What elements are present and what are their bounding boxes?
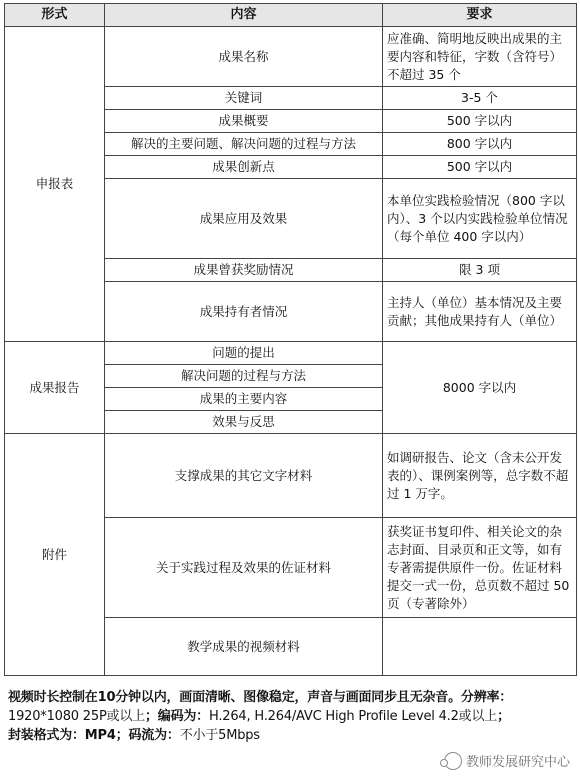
header-content: 内容 <box>105 4 383 27</box>
note-line-2 <box>8 707 574 726</box>
content-cell: 成果创新点 <box>105 156 383 179</box>
form-cell-attachments: 附件 <box>5 434 105 676</box>
content-cell: 支撑成果的其它文字材料 <box>105 434 383 518</box>
requirement-cell: 获奖证书复印件、相关论文的杂志封面、目录页和正文等，如有专著需提供原件一份。佐证材料提交一式一份，总页数不超过 50 页（专著除外） <box>383 518 577 618</box>
note-separator: ； <box>497 709 510 724</box>
requirement-cell: 应准确、简明地反映出成果的主要内容和特征，字数（含符号）不超过 35 个 <box>383 27 577 87</box>
content-cell: 成果持有者情况 <box>105 282 383 342</box>
content-cell: 关键词 <box>105 87 383 110</box>
requirement-cell <box>383 618 577 676</box>
wechat-icon <box>444 752 462 770</box>
note-line-1: 视频时长控制在10分钟以内，画面清晰、图像稳定，声音与画面同步且无杂音。分辨率： <box>8 690 513 705</box>
bitrate-value: 不小于5Mbps <box>179 728 260 743</box>
content-cell: 解决问题的过程与方法 <box>105 365 383 388</box>
requirement-cell: 3-5 个 <box>383 87 577 110</box>
content-cell: 问题的提出 <box>105 342 383 365</box>
content-cell: 关于实践过程及效果的佐证材料 <box>105 518 383 618</box>
requirement-cell: 800 字以内 <box>383 133 577 156</box>
form-cell-application: 申报表 <box>5 27 105 342</box>
resolution-value: 1920*1080 25P或以上 <box>8 709 145 724</box>
table-row <box>5 434 577 518</box>
table-row <box>5 27 577 87</box>
header-row <box>5 4 577 27</box>
requirement-cell: 500 字以内 <box>383 110 577 133</box>
header-requirement: 要求 <box>383 4 577 27</box>
content-cell: 成果概要 <box>105 110 383 133</box>
form-cell-report: 成果报告 <box>5 342 105 434</box>
requirement-cell-shared: 8000 字以内 <box>383 342 577 434</box>
content-cell: 教学成果的视频材料 <box>105 618 383 676</box>
watermark-text: 教师发展研究中心 <box>465 755 570 770</box>
content-cell: 效果与反思 <box>105 411 383 434</box>
requirement-cell: 如调研报告、论文（含未公开发表的）、课例案例等，总字数不超过 1 万字。 <box>383 434 577 518</box>
encoding-value: H.264, H.264/AVC High Profile Level 4.2或以上 <box>209 709 498 724</box>
content-cell: 成果应用及效果 <box>105 179 383 259</box>
encoding-label: ；编码为： <box>144 709 209 724</box>
requirement-cell: 主持人（单位）基本情况及主要贡献；其他成果持有人（单位） <box>383 282 577 342</box>
watermark <box>444 751 570 770</box>
content-cell: 成果曾获奖励情况 <box>105 259 383 282</box>
requirement-cell: 500 字以内 <box>383 156 577 179</box>
format-label: 封装格式为：MP4；码流为： <box>8 728 180 743</box>
content-cell: 成果名称 <box>105 27 383 87</box>
requirement-cell: 限 3 项 <box>383 259 577 282</box>
table-row <box>5 342 577 365</box>
note-line-3 <box>8 726 574 745</box>
header-form: 形式 <box>5 4 105 27</box>
video-requirements-note <box>8 688 574 745</box>
content-cell: 解决的主要问题、解决问题的过程与方法 <box>105 133 383 156</box>
requirements-table <box>4 3 577 676</box>
requirement-cell: 本单位实践检验情况（800 字以内）、3 个以内实践检验单位情况（每个单位 400 字以内） <box>383 179 577 259</box>
content-cell: 成果的主要内容 <box>105 388 383 411</box>
